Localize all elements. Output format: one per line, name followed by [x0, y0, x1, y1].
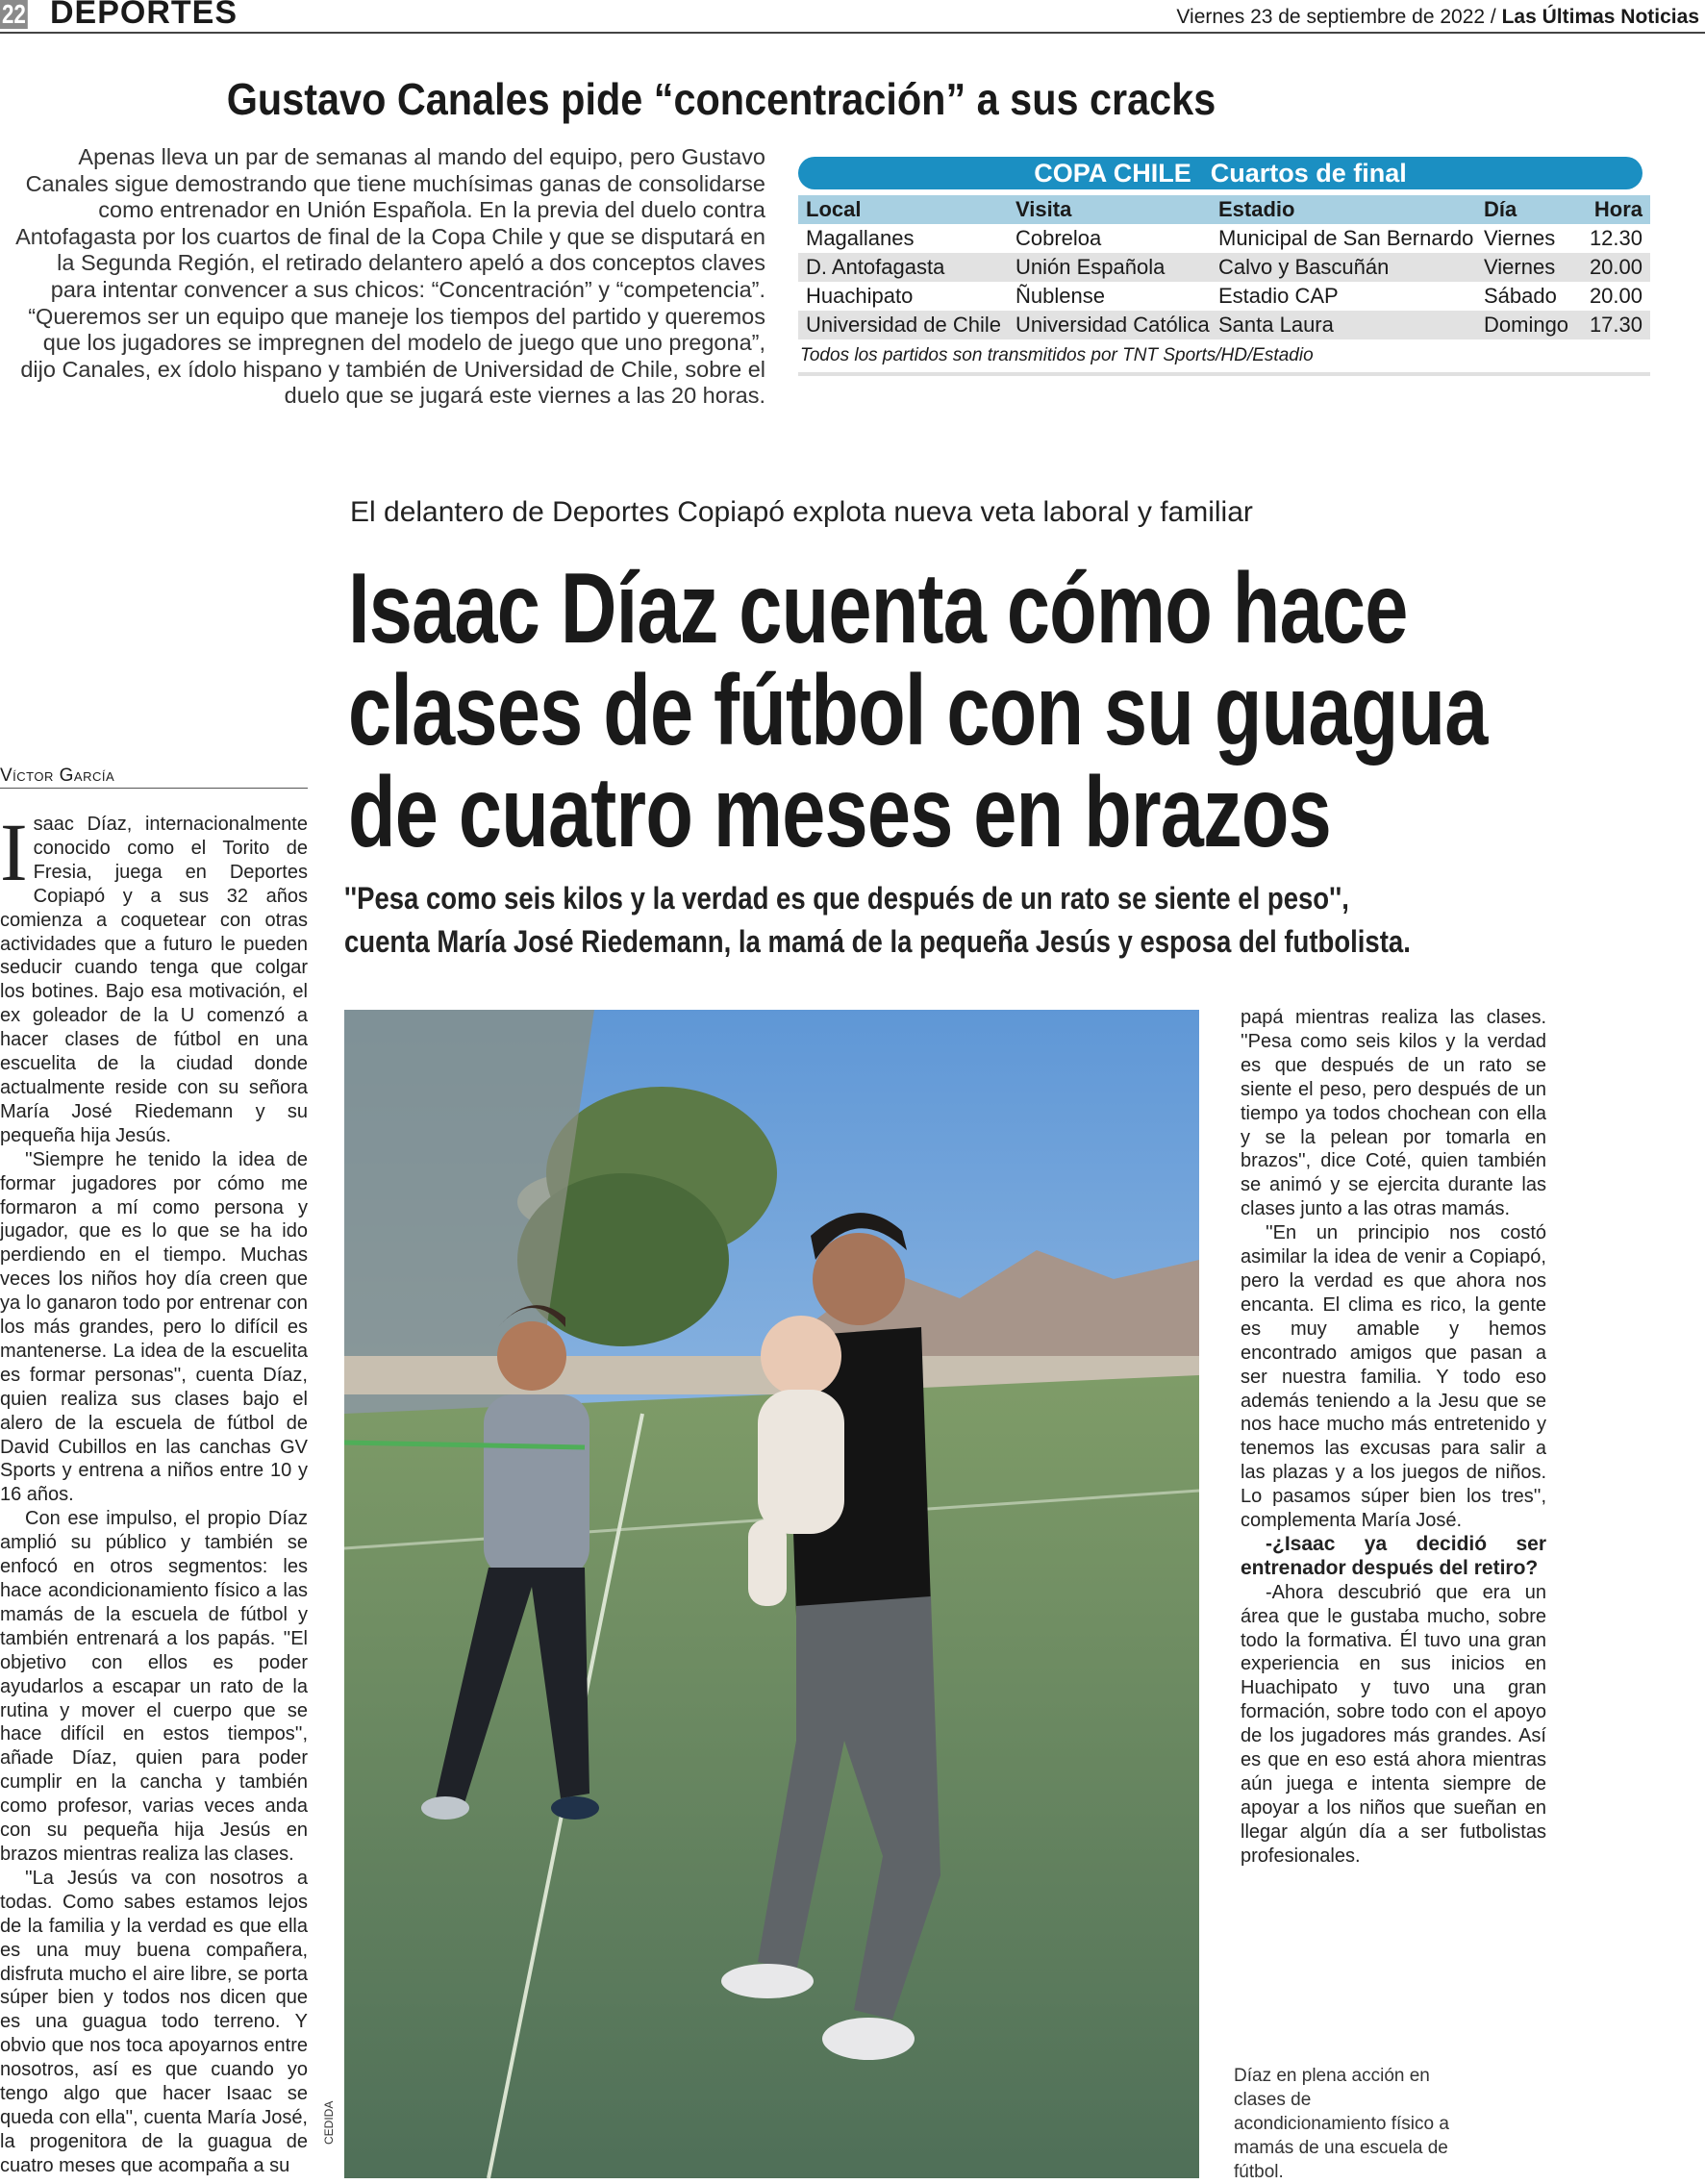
- table-row: [798, 253, 1650, 282]
- paragraph: [0, 806, 308, 1148]
- cell-dia: Viernes: [1484, 226, 1556, 250]
- cell-estadio: Santa Laura: [1218, 313, 1334, 337]
- column-header: Visita: [1015, 197, 1072, 221]
- fixtures-table: [798, 157, 1650, 376]
- table-row: [798, 311, 1650, 339]
- column-header: Hora: [1593, 197, 1642, 221]
- paragraph: Con ese impulso, el propio Díaz amplió su público y también se enfocó en otros segmentos: les hace acondicionamiento físico a las mamás de la escuela de fútbol y también entrenará a los papás. ''El objetivo con ellos es poder ayudarlos a escapar un rato de la rutina y mover el cuerpo que se hace difícil en estos tiempos'', añade Díaz, quien para poder cumplir en la cancha y también como profesor, varias veces anda con su pequeña hija Jesús en brazos mientras realiza las clases.: [0, 1508, 308, 1865]
- cell-local: Universidad de Chile: [806, 313, 1001, 337]
- table-row: [798, 224, 1650, 253]
- article-kicker: El delantero de Deportes Copiapó explota nueva veta laboral y familiar: [350, 496, 1253, 528]
- interview-question: -¿Isaac ya decidió ser entrenador después del retiro?: [1241, 1532, 1546, 1579]
- cell-visita: Cobreloa: [1015, 226, 1102, 250]
- byline-rule: [0, 788, 308, 789]
- cell-hora: 20.00: [1589, 284, 1642, 308]
- column-header: Local: [806, 197, 862, 221]
- brief-body: Apenas lleva un par de semanas al mando del equipo, pero Gustavo Canales sigue demostrando que tiene muchísimas ganas de consolidarse como entrenador en Unión Española. En la previa del duelo contra Antofagasta por los cuartos de final de la Copa Chile y que se disputará en la Segunda Región, el retirado delantero apeló a dos conceptos claves para intentar convencer a sus chicos: “Concentración” y “competencia”. “Queremos ser un equipo que maneje los tiempos del partido y queremos que los jugadores se impregnen del modelo de juego que uno pregona”, dijo Canales, ex ídolo hispano y también de Universidad de Chile, sobre el duelo que se jugará este viernes a las 20 horas.: [15, 144, 765, 409]
- article-headline: [348, 553, 1488, 868]
- cell-hora: 17.30: [1589, 313, 1642, 337]
- publication-name: Las Últimas Noticias: [1501, 6, 1699, 28]
- cell-estadio: Municipal de San Bernardo: [1218, 226, 1474, 250]
- cell-dia: Viernes: [1484, 255, 1556, 279]
- cell-hora: 20.00: [1589, 255, 1642, 279]
- cell-local: Huachipato: [806, 284, 914, 308]
- brief-title: Gustavo Canales pide “concentración” a sus cracks: [226, 74, 1216, 124]
- headline-line: clases de fútbol con su guagua: [348, 655, 1488, 766]
- table-title: [798, 157, 1642, 189]
- table-title-stage: Cuartos de final: [1210, 159, 1407, 188]
- table-bottom-rule: [798, 372, 1650, 376]
- photo-family-training: [344, 1010, 1199, 2178]
- cell-visita: Unión Española: [1015, 255, 1166, 279]
- cell-dia: Sábado: [1484, 284, 1557, 308]
- article-left-column: [0, 806, 308, 2178]
- cell-local: D. Antofagasta: [806, 255, 945, 279]
- section-title: DEPORTES: [50, 0, 238, 31]
- headline-line: de cuatro meses en brazos: [348, 757, 1331, 868]
- table-header-row: [798, 195, 1650, 224]
- dateline: [1176, 6, 1699, 29]
- paragraph: ''Siempre he tenido la idea de formar jugadores por cómo me formaron a mí como persona y jugador, que es lo que se ha ido perdiendo en el tiempo. Muchas veces los niños hoy día creen que ya lo ganaron todo por entrenar con los más grandes, pero lo difícil es mantenerse. La idea de la escuelita es formar personas'', cuenta Díaz, quien realiza sus clases bajo el alero de la escuela de fútbol de David Cubillos en las canchas GV Sports y entrena a niños entre 10 y 16 años.: [0, 1148, 308, 1506]
- table-row: [798, 282, 1650, 311]
- article-right-column: [1241, 1006, 1546, 1869]
- paragraph: ''En un principio nos costó asimilar la idea de venir a Copiapó, pero la verdad es que ahora nos encanta. El clima es rico, la gente es muy amable y hemos encontrado amigos que pasan a ser nuestra familia. Y todo eso además teniendo a la Jesu que se nos hace mucho más entretenido y tenemos las excusas para salir a las plazas y a los juegos de niños. Lo pasamos súper bien los tres'', complementa María José.: [1241, 1222, 1546, 1532]
- column-header: Estadio: [1218, 197, 1295, 221]
- headline-line: Isaac Díaz cuenta cómo hace: [348, 553, 1408, 665]
- cell-visita: Universidad Católica: [1015, 313, 1210, 337]
- table-note: Todos los partidos son transmitidos por TNT Sports/HD/Estadio: [800, 345, 1314, 365]
- cell-visita: Ñublense: [1015, 284, 1105, 308]
- deck-line: cuenta María José Riedemann, la mamá de la pequeña Jesús y esposa del futbolista.: [344, 924, 1411, 959]
- header-rule: [0, 32, 1705, 34]
- deck-line: ''Pesa como seis kilos y la verdad es que después de un rato se siente el peso'',: [344, 881, 1349, 916]
- interview-answer: -Ahora descubrió que era un área que le gustaba mucho, sobre todo la formativa. Él tuvo una gran experiencia en sus inicios en Huachipato y tuvo una gran formación, sobre todo con el apoyo de los jugadores más grandes. Así es que en eso está ahora mientras aún juega e intenta siempre de apoyar a los niños que sueñan en llegar algún día a ser futbolistas profesionales.: [1241, 1581, 1546, 1867]
- article-photo: [344, 1010, 1199, 2178]
- table-title-competition: COPA CHILE: [1034, 159, 1191, 188]
- article-deck: [344, 877, 1411, 964]
- photo-credit: CEDIDA: [322, 2100, 336, 2145]
- cell-hora: 12.30: [1589, 226, 1642, 250]
- drop-cap: I: [0, 806, 28, 898]
- byline: Víctor García: [0, 766, 115, 786]
- cell-estadio: Estadio CAP: [1218, 284, 1339, 308]
- cell-dia: Domingo: [1484, 313, 1569, 337]
- page-number: 22: [1, 0, 26, 29]
- cell-local: Magallanes: [806, 226, 915, 250]
- date: Viernes 23 de septiembre de 2022 /: [1176, 6, 1496, 28]
- cell-estadio: Calvo y Bascuñán: [1218, 255, 1390, 279]
- column-header: Día: [1484, 197, 1517, 221]
- paragraph: papá mientras realiza las clases. ''Pesa como seis kilos y la verdad es que después de un rato se siente el peso, pero después de un tiempo ya todos chochean con ella y se la pelean por tomarla en brazos'', dice Coté, quien también se animó y se ejercita durante las clases junto a las otras mamás.: [1241, 1007, 1546, 1220]
- paragraph-text: saac Díaz, internacionalmente conocido como el Torito de Fresia, juega en Deportes Copiapó y a sus 32 años comienza a coquetear con otras actividades que a futuro le pueden seducir cuando tenga que colgar los botines. Bajo esa motivación, el ex goleador de la U comenzó a hacer clases de fútbol en una escuelita de la ciudad donde actualmente reside con su señora María José Riedemann y su pequeña hija Jesús.: [0, 814, 308, 1146]
- photo-caption: Díaz en plena acción en clases de acondicionamiento físico a mamás de una escuela de fútbol.: [1234, 2066, 1449, 2182]
- paragraph: ''La Jesús va con nosotros a todas. Como sabes estamos lejos de la familia y la verdad es que ella es una muy buena compañera, disfruta mucho el aire libre, se porta súper bien y todos nos dicen que es una guagua todo terreno. Y obvio que nos toca apoyarnos entre nosotros, así es que cuando yo tengo algo que hacer Isaac se queda con ella'', cuenta María José, la progenitora de la guagua de cuatro meses que acompaña a su: [0, 1867, 308, 2176]
